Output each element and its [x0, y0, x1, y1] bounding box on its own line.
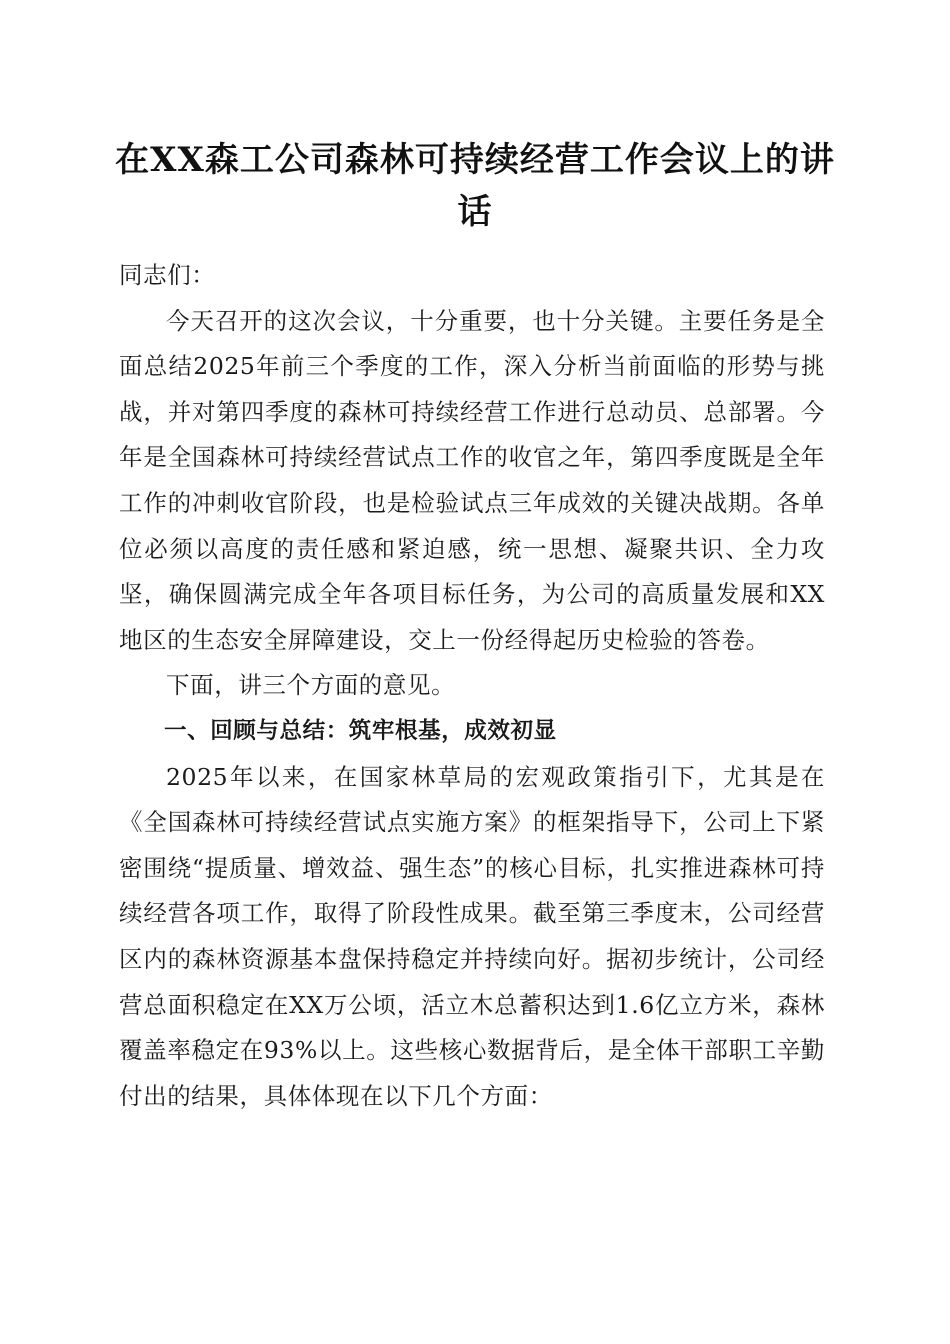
document-body [119, 253, 825, 1119]
body-paragraph: 今天召开的这次会议，十分重要，也十分关键。主要任务是全面总结2025年前三个季度的工作，深入分析当前面临的形势与挑战，并对第四季度的森林可持续经营工作进行总动员、总部署。今年是全国森林可持续经营试点工作的收官之年，第四季度既是全年工作的冲刺收官阶段，也是检验试点三年成效的关键决战期。各单位必须以高度的责任感和紧迫感，统一思想、凝聚共识、全力攻坚，确保圆满完成全年各项目标任务，为公司的高质量发展和XX地区的生态安全屏障建设，交上一份经得起历史检验的答卷。 [119, 306, 825, 654]
salutation: 同志们： [119, 261, 216, 289]
document-title: 在XX森工公司森林可持续经营工作会议上的讲话 [115, 140, 835, 232]
body-paragraph: 下面，讲三个方面的意见。 [166, 671, 456, 700]
section-heading: 一、回顾与总结：筑牢根基，成效初显 [164, 717, 557, 744]
body-paragraph: 2025年以来，在国家林草局的宏观政策指引下，尤其是在《全国森林可持续经营试点实施方案》的框架指导下，公司上下紧密围绕“提质量、增效益、强生态”的核心目标，扎实推进森林可持续经营各项工作，取得了阶段性成果。截至第三季度末，公司经营区内的森林资源基本盘保持稳定并持续向好。据初步统计，公司经营总面积稳定在XX万公顷，活立木总蓄积达到1.6亿立方米，森林覆盖率稳定在93%以上。这些核心数据背后，是全体干部职工辛勤付出的结果，具体体现在以下几个方面： [119, 762, 825, 1110]
